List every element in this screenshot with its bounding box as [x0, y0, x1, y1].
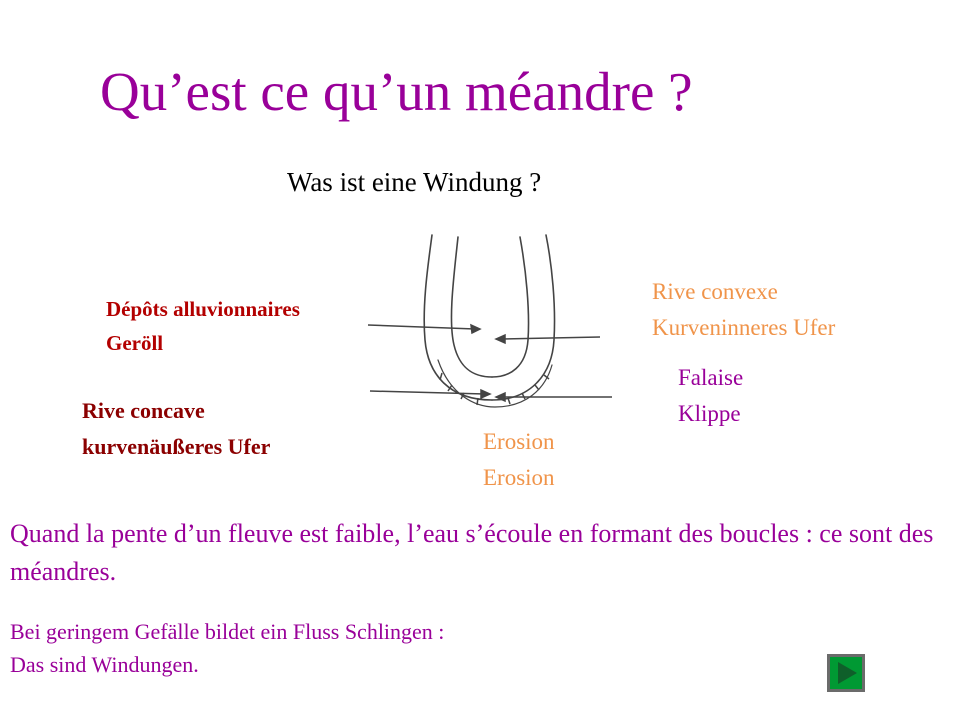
next-slide-button[interactable] [827, 654, 865, 692]
convex-arrow [502, 337, 600, 339]
german-explanation [10, 615, 710, 681]
meander-diagram [330, 225, 630, 415]
cliff-label-fr: Falaise [678, 365, 744, 390]
play-triangle-icon [827, 654, 865, 692]
erosion-label-de: Erosion [483, 465, 555, 490]
concave-label [82, 393, 270, 465]
slide-title: Qu’est ce qu’un méandre ? [100, 61, 693, 122]
french-explanation: Quand la pente d’un fleuve est faible, l’eau s’écoule en formant des boucles : ce sont des méandres. [10, 519, 934, 586]
concave-arrowhead [481, 390, 490, 398]
deposits-label [106, 292, 300, 360]
concave-label-de: kurvenäußeres Ufer [82, 434, 271, 459]
inner-right-bank [492, 237, 529, 377]
german-explanation-line2: Das sind Windungen. [10, 652, 199, 677]
deposits-label-de: Geröll [106, 331, 164, 355]
convex-arrowhead [496, 335, 505, 343]
cliff-label [678, 360, 743, 432]
slide-subtitle: Was ist eine Windung ? [287, 167, 542, 197]
deposits-label-fr: Dépôts alluvionnaires [106, 297, 300, 321]
cliff-label-de: Klippe [678, 401, 741, 426]
erosion-label-fr: Erosion [483, 429, 555, 454]
inner-left-bank [451, 237, 492, 377]
convex-label-fr: Rive convexe [652, 279, 778, 304]
deposits-arrowhead [471, 325, 480, 333]
convex-label [652, 274, 835, 346]
concave-label-fr: Rive concave [82, 398, 205, 423]
convex-label-de: Kurveninneres Ufer [652, 315, 836, 340]
german-explanation-line1: Bei geringem Gefälle bildet ein Fluss Schlingen : [10, 619, 445, 644]
concave-arrow [370, 391, 485, 394]
erosion-label [483, 424, 555, 496]
deposits-arrow [368, 325, 475, 329]
